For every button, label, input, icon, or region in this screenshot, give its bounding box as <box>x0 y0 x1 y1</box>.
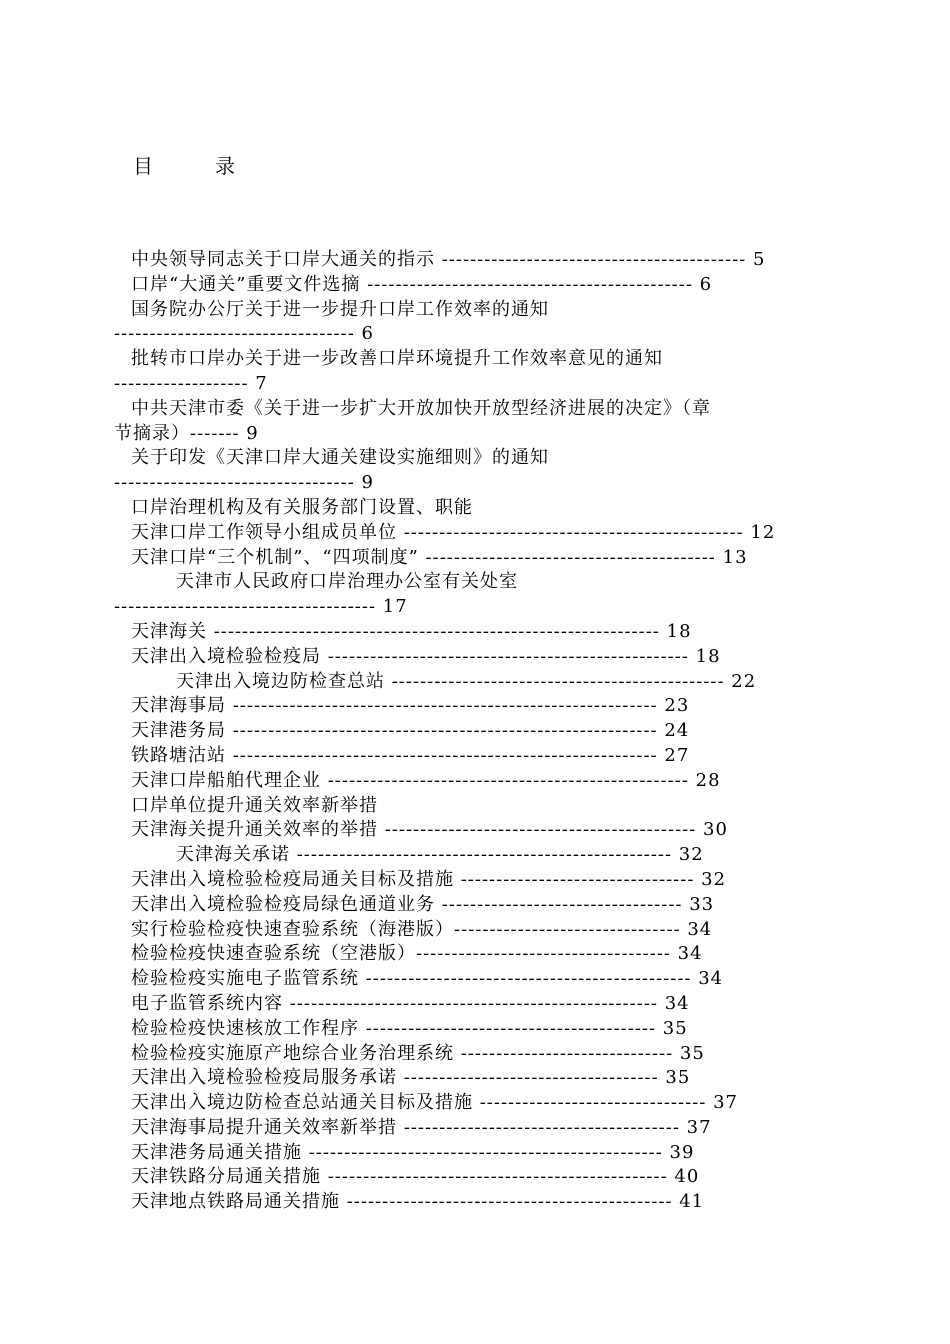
toc-entry: 节摘录）------- 9 <box>114 422 259 444</box>
toc-entry: 天津出入境检验检疫局绿色通道业务 ---------------------------------- 33 <box>131 893 715 915</box>
toc-entry: 天津出入境检验检疫局 --------------------------------------------------- 18 <box>131 645 721 667</box>
toc-entry: ---------------------------------- 6 <box>114 323 374 345</box>
toc-entry: 国务院办公厅关于进一步提升口岸工作效率的通知 <box>131 298 549 320</box>
toc-entry: 铁路塘沽站 ------------------------------------------------------------ 27 <box>131 744 690 766</box>
toc-entry: 中共天津市委《关于进一步扩大开放加快开放型经济进展的决定》（章 <box>131 397 711 419</box>
toc-entry: 天津出入境边防检查总站 ----------------------------------------------- 22 <box>176 670 757 692</box>
toc-entry: 天津口岸工作领导小组成员单位 ------------------------------------------------ 12 <box>131 521 776 543</box>
toc-entry: 天津海关 --------------------------------------------------------------- 18 <box>131 620 692 642</box>
toc-entry: 天津口岸船舶代理企业 --------------------------------------------------- 28 <box>131 769 721 791</box>
toc-entry: 天津港务局通关措施 -------------------------------------------------- 39 <box>131 1141 695 1163</box>
toc-entry: 天津港务局 ------------------------------------------------------------ 24 <box>131 720 690 742</box>
toc-entry: ---------------------------------- 9 <box>114 472 374 494</box>
toc-entry: 批转市口岸办关于进一步改善口岸环境提升工作效率意见的通知 <box>131 348 663 370</box>
toc-entry: 天津海事局提升通关效率新举措 --------------------------------------- 37 <box>131 1116 712 1138</box>
toc-entry: 天津海事局 ------------------------------------------------------------ 23 <box>131 695 690 717</box>
toc-entry: 电子监管系统内容 ---------------------------------------------------- 34 <box>131 992 690 1014</box>
table-of-contents <box>114 248 844 1215</box>
toc-entry: ------------------- 7 <box>114 372 268 394</box>
toc-entry: 中央领导同志关于口岸大通关的指示 ------------------------------------------- 5 <box>131 249 766 270</box>
toc-title <box>133 150 235 179</box>
toc-entry: ------------------------------------- 17 <box>114 596 408 618</box>
toc-entry: 检验检疫快速查验系统（空港版）------------------------------------ 34 <box>131 943 703 965</box>
toc-entry: 检验检疫快速核放工作程序 ----------------------------------------- 35 <box>131 1017 688 1039</box>
toc-entry: 天津口岸“三个机制”、“四项制度” ----------------------------------------- 13 <box>131 546 748 568</box>
toc-entry: 天津海关承诺 ----------------------------------------------------- 32 <box>176 844 704 866</box>
toc-entry: 天津出入境检验检疫局服务承诺 ------------------------------------ 35 <box>131 1067 691 1089</box>
toc-entry: 天津市人民政府口岸治理办公室有关处室 <box>176 571 518 593</box>
toc-entry: 天津出入境检验检疫局通关目标及措施 --------------------------------- 32 <box>131 868 727 890</box>
toc-entry: 口岸治理机构及有关服务部门设置、职能 <box>131 496 473 518</box>
toc-entry: 口岸单位提升通关效率新举措 <box>131 794 378 816</box>
toc-entry: 天津地点铁路局通关措施 ---------------------------------------------- 41 <box>131 1191 705 1213</box>
toc-entry: 实行检验检疫快速查验系统（海港版）-------------------------------- 34 <box>131 918 713 940</box>
toc-entry: 检验检疫实施原产地综合业务治理系统 ------------------------------ 35 <box>131 1042 705 1064</box>
toc-entry: 口岸“大通关”重要文件选摘 ---------------------------------------------- 6 <box>131 273 713 295</box>
toc-title-left: 目 <box>133 154 153 178</box>
toc-entry: 天津海关提升通关效率的举措 -------------------------------------------- 30 <box>131 819 728 841</box>
toc-entry: 关于印发《天津口岸大通关建设实施细则》的通知 <box>131 447 549 469</box>
toc-entry: 天津出入境边防检查总站通关目标及措施 -------------------------------- 37 <box>131 1092 738 1114</box>
toc-title-right: 录 <box>215 154 235 178</box>
toc-entry: 天津铁路分局通关措施 ------------------------------------------------ 40 <box>131 1166 700 1188</box>
toc-entry: 检验检疫实施电子监管系统 ---------------------------------------------- 34 <box>131 968 724 990</box>
